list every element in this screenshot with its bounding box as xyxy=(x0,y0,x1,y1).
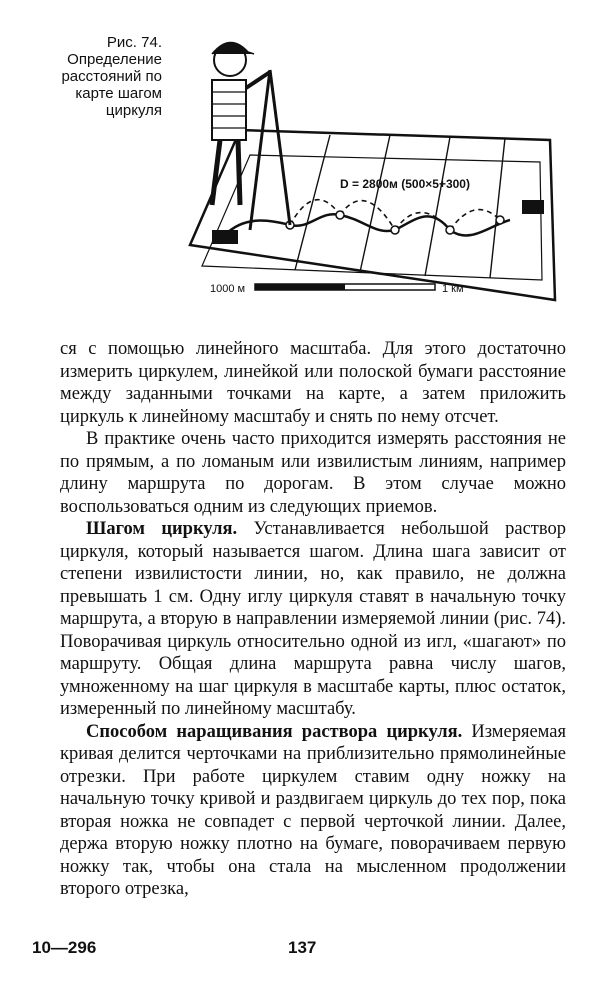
person-leg xyxy=(238,140,240,205)
figure-caption: Рис. 74. Определение расстояний по карте шагом циркуля xyxy=(61,34,162,119)
grid-line xyxy=(490,138,505,278)
scale-bar-fill xyxy=(255,284,345,290)
grid-line xyxy=(295,135,330,270)
step-point xyxy=(496,216,504,224)
paragraph-text: В практике очень часто приходится измерять расстояния не по прямым, а по ломаным или извилистым линиям, например длину маршрута по дорогам. В этом случае можно воспользоваться одним из следующих приемов. xyxy=(60,429,566,517)
distance-label: D = 2800м (500×5+300) xyxy=(340,177,470,191)
end-marker xyxy=(522,200,544,214)
scale-right-label: 1 км xyxy=(442,283,464,295)
route-curve xyxy=(225,214,510,235)
body-text xyxy=(60,338,566,901)
paragraph xyxy=(60,721,566,901)
scale-left-label: 1000 м xyxy=(210,283,246,295)
grid-line xyxy=(425,137,450,276)
compass-step-arc xyxy=(395,213,450,231)
step-point xyxy=(391,226,399,234)
paragraph xyxy=(60,338,566,428)
step-point xyxy=(336,211,344,219)
step-point xyxy=(446,226,454,234)
paragraph-lead: Способом наращивания раствора циркуля. xyxy=(86,721,463,742)
person-cap xyxy=(212,42,254,54)
start-marker xyxy=(212,230,238,244)
grid-line xyxy=(360,135,390,272)
person-body xyxy=(212,80,246,140)
paragraph-lead: Шагом циркуля. xyxy=(86,519,238,539)
paragraph-text: ся с помощью линейного масштаба. Для этого достаточно измерить циркулем, линейкой или полоской бумаги расстояние между заданными точками на карте, а затем приложить циркуль к линейному масштабу и снять по нему отсчет. xyxy=(60,339,566,427)
person-arm xyxy=(246,72,270,88)
signature-mark: 10—296 xyxy=(32,938,97,957)
figure-74-illustration xyxy=(150,30,570,330)
paragraph-text: Измеряемая кривая делится черточками на приблизительно прямолинейные отрезки. При работе циркулем ставим одну ножку на начальную точку кривой и раздвигаем циркуль до тех пор, пока вторая ножка не совпадет с первой черточкой линии. Далее, держа вторую ножку плотно на бумаге, поворачиваем первую ножку так, чтобы она стала на мысленном продолжении второго отрезка, xyxy=(60,721,566,899)
person-leg xyxy=(212,140,220,205)
compass-leg xyxy=(250,70,270,230)
compass-leg xyxy=(270,70,290,225)
paragraph xyxy=(60,428,566,518)
page-number: 137 xyxy=(288,938,317,957)
paragraph xyxy=(60,518,566,721)
paragraph-text: Устанавливается небольшой раствор циркуля, который называется шагом. Длина шага зависит от степени извилистости линии, но, как правило, не должна превышать 1 см. Одну иглу циркуля ставят в начальную точку маршрута, а вторую в направлении измеряемой линии (рис. 74). Поворачивая циркуль относительно одной из игл, «шагают» по маршруту. Общая длина маршрута равна числу шагов, умноженному на шаг циркуля в масштабе карты, плюс остаток, измеренный по линейному масштабу. xyxy=(60,519,566,719)
